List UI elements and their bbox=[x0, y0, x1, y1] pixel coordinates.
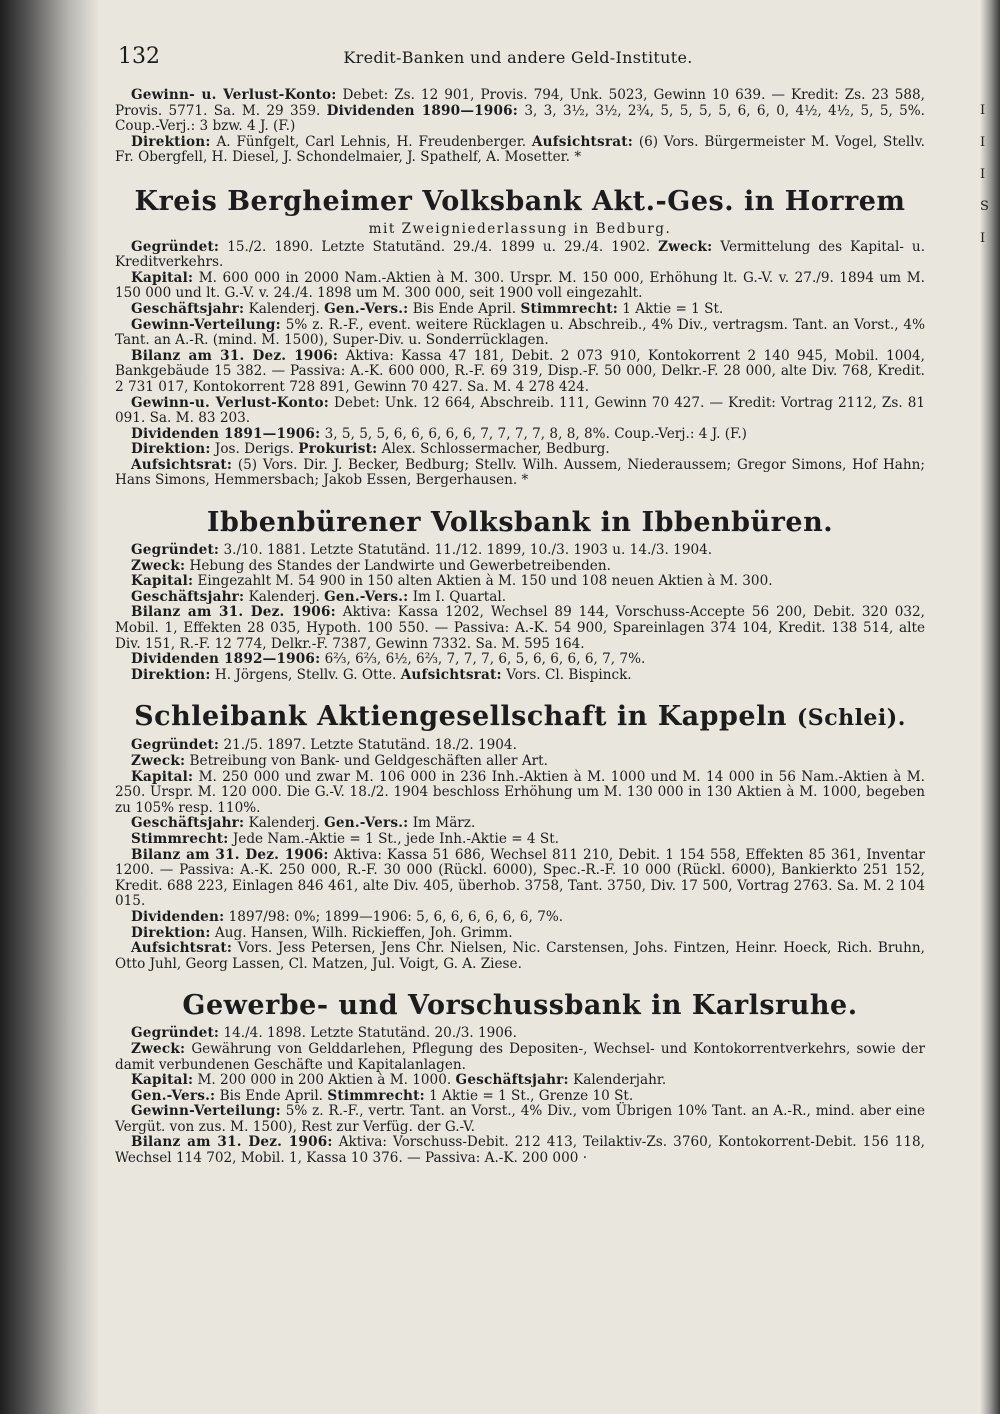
page-header bbox=[118, 42, 918, 74]
management: Direktion: Jos. Derigs. Prokurist: Alex. Schlossermacher, Bedburg. bbox=[131, 441, 610, 458]
profit-distribution: Gewinn-Verteilung: 5% z. R.-F., event. weitere Rücklagen u. Abschreib., 4% Div., vertragsm. Tant. an Vorst., 4% Tant. an A.-R. (mind. M. 1500), Super-Div. u. Sonderrücklagen. bbox=[115, 316, 925, 349]
dividends: Dividenden: 1897/98: 0%; 1899—1906: 5, 6, 6, 6, 6, 6, 6, 7%. bbox=[131, 908, 564, 925]
page-number: 132 bbox=[118, 44, 160, 69]
capital: Kapital: M. 200 000 in 200 Aktien à M. 1000. Geschäftsjahr: Kalenderjahr. bbox=[131, 1072, 667, 1089]
fiscal-year: Geschäftsjahr: Kalenderj. Gen.-Vers.: Bis Ende April. Stimmrecht: 1 Aktie = 1 St. bbox=[131, 300, 724, 317]
capital: Kapital: M. 250 000 und zwar M. 106 000 in 236 Inh.-Aktien à M. 1000 und M. 14 000 in 56 Nam.-Aktien à M. 250. Urspr. M. 120 000. Die G.-V. 18./2. 1904 beschloss Erhöhung um M. 130 000 in 130 Aktien à M. 1000, begeben zu 105% resp. 110%. bbox=[115, 768, 925, 816]
founded: Gegründet: 3./10. 1881. Letzte Statutänd. 11./12. 1899, 10./3. 1903 u. 14./3. 1904. bbox=[131, 542, 713, 559]
page-content bbox=[115, 88, 925, 1167]
entry-schleibank bbox=[115, 701, 925, 972]
entry-subtitle: mit Zweigniederlassung in Bedburg. bbox=[368, 220, 672, 237]
entry-title: Schleibank Aktiengesellschaft in Kappeln (Schlei). bbox=[134, 701, 906, 733]
purpose: Zweck: Betreibung von Bank- und Geldgeschäften aller Art. bbox=[131, 753, 548, 769]
management: Direktion: A. Fünfgelt, Carl Lehnis, H. Freudenberger. Aufsichtsrat: (6) Vors. Bürgermeister M. Vogel, Stellv. Fr. Obergfell, H. Diesel, J. Schondelmaier, J. Spathelf, A. Mosetter. * bbox=[115, 133, 925, 166]
book-spine-shadow bbox=[0, 0, 100, 1414]
entry-continuation bbox=[115, 88, 925, 166]
profit-loss-account: Gewinn-u. Verlust-Konto: Debet: Unk. 12 664, Abschreib. 111, Gewinn 70 427. — Kredit: Vortrag 2112, Zs. 81 091. Sa. M. 83 203. bbox=[115, 394, 925, 427]
entry-gewerbe-vorschussbank-karlsruhe bbox=[115, 990, 925, 1166]
founded: Gegründet: 15./2. 1890. Letzte Statutänd. 29./4. 1899 u. 29./4. 1902. Zweck: Vermittelung des Kapital- u. Kreditverkehrs. bbox=[115, 238, 926, 271]
facing-page-fragment: I I I S I bbox=[980, 103, 989, 246]
management: Direktion: H. Jörgens, Stellv. G. Otte. Aufsichtsrat: Vors. Cl. Bispinck. bbox=[131, 666, 632, 683]
fiscal-year: Geschäftsjahr: Kalenderj. Gen.-Vers.: Im März. bbox=[131, 815, 476, 832]
general-meeting: Gen.-Vers.: Bis Ende April. Stimmrecht: 1 Aktie = 1 St., Grenze 10 St. bbox=[131, 1087, 634, 1104]
entry-title: Ibbenbürener Volksbank in Ibbenbüren. bbox=[206, 507, 834, 539]
entry-ibbenbuerener-volksbank bbox=[115, 507, 925, 683]
capital: Kapital: M. 600 000 in 2000 Nam.-Aktien à M. 300. Urspr. M. 150 000, Erhöhung lt. G.-V. v. 27./9. 1894 um M. 150 000 und lt. G.-V. v. 24./4. 1898 um M. 300 000, seit 1900 voll eingezahlt. bbox=[115, 269, 926, 302]
supervisory-board: Aufsichtsrat: (5) Vors. Dir. J. Becker, Bedburg; Stellv. Wilh. Aussem, Niederaussem; Gregor Simons, Hof Hahn; Hans Simons, Hemmersbach; Jakob Essen, Bergerhausen. * bbox=[115, 456, 925, 489]
entry-title: Kreis Bergheimer Volksbank Akt.-Ges. in Horrem bbox=[134, 185, 906, 217]
management: Direktion: Aug. Hansen, Wilh. Rickieffen, Joh. Grimm. bbox=[131, 924, 513, 941]
fiscal-year: Geschäftsjahr: Kalenderj. Gen.-Vers.: Im I. Quartal. bbox=[131, 588, 507, 605]
profit-loss-account: Gewinn- u. Verlust-Konto: Debet: Zs. 12 901, Provis. 794, Unk. 5023, Gewinn 10 639. — Kredit: Zs. 23 588, Provis. 5771. Sa. M. 29 359. Dividenden 1890—1906: 3, 3, 3½, 3½, 2¾, 5, 5, 5, 5, 6, 6, 0, 4½, 4½, 5, 5, 5%. Coup.-Verj.: 3 bzw. 4 J. (F.) bbox=[115, 87, 926, 135]
balance-sheet: Bilanz am 31. Dez. 1906: Aktiva: Kassa 47 181, Debit. 2 073 910, Kontokorrent 2 140 945, Mobil. 1004, Bankgebäude 15 382. — Passiva: A.-K. 600 000, R.-F. 69 319, Disp.-F. 50 000, Delkr.-F. 28 000, alte Div. 768, Kredit. 2 731 017, Kontokorrent 728 891, Gewinn 70 427. Sa. M. 4 278 424. bbox=[115, 347, 925, 395]
supervisory-board: Aufsichtsrat: Vors. Jess Petersen, Jens Chr. Nielsen, Nic. Carstensen, Johs. Fintzen, Heinr. Hoeck, Rich. Bruhn, Otto Juhl, Georg Lassen, Cl. Matzen, Jul. Voigt, G. A. Ziese. bbox=[115, 940, 925, 972]
end-mark: * bbox=[521, 472, 529, 489]
dividends: Dividenden 1892—1906: 6⅔, 6⅔, 6½, 6⅔, 7, 7, 7, 6, 5, 6, 6, 6, 6, 7, 7%. bbox=[131, 651, 646, 668]
entry-kreis-bergheimer-volksbank bbox=[115, 186, 925, 489]
founded: Gegründet: 14./4. 1898. Letzte Statutänd. 20./3. 1906. bbox=[131, 1025, 517, 1042]
running-title: Kredit-Banken und andere Geld-Institute. bbox=[343, 48, 693, 67]
purpose: Zweck: Hebung des Standes der Landwirte und Gewerbetreibenden. bbox=[131, 557, 611, 574]
dividends: Dividenden 1891—1906: 3, 5, 5, 5, 6, 6, 6, 6, 6, 7, 7, 7, 7, 8, 8, 8%. Coup.-Verj.: 4 J. (F.) bbox=[131, 425, 747, 442]
balance-sheet: Bilanz am 31. Dez. 1906: Aktiva: Kassa 51 686, Wechsel 811 210, Debit. 1 154 558, Effekten 85 361, Inventar 1200. — Passiva: A.-K. 250 000, R.-F. 30 000 (Rückl. 6000), Spec.-R.-F. 10 000 (Rückl. 6000), Bankierkto 251 152, Kredit. 688 223, Einlagen 846 461, alte Div. 405, überhob. 3758, Tant. 3750, Div. 17 500, Vortrag 2763. Sa. M. 2 104 015. bbox=[115, 846, 925, 910]
purpose: Zweck: Gewährung von Gelddarlehen, Pflegung des Depositen-, Wechsel- und Kontokorrentverkehrs, sowie der damit verbundenen Geschäfte und Kapitalanlagen. bbox=[115, 1040, 925, 1073]
founded: Gegründet: 21./5. 1897. Letzte Statutänd. 18./2. 1904. bbox=[131, 737, 517, 754]
entry-title: Gewerbe- und Vorschussbank in Karlsruhe. bbox=[182, 990, 858, 1022]
profit-distribution: Gewinn-Verteilung: 5% z. R.-F., vertr. Tant. an Vorst., 4% Div., vom Übrigen 10% Tant. an A.-R., mind. aber eine Vergüt. von zus. M. 1500), Rest zur Verfüg. der G.-V. bbox=[115, 1103, 925, 1135]
balance-sheet: Bilanz am 31. Dez. 1906: Aktiva: Kassa 1202, Wechsel 89 144, Vorschuss-Accepte 56 200, Debit. 320 032, Mobil. 1, Effekten 28 035, Hypoth. 100 550. — Passiva: A.-K. 54 900, Spareinlagen 374 104, Kredit. 138 514, alte Div. 151, R.-F. 12 774, Delkr.-F. 7387, Gewinn 7332. Sa. M. 595 164. bbox=[115, 604, 926, 652]
capital: Kapital: Eingezahlt M. 54 900 in 150 alten Aktien à M. 150 und 108 neuen Aktien à M. 300. bbox=[131, 573, 773, 590]
end-mark: * bbox=[574, 149, 582, 166]
balance-sheet: Bilanz am 31. Dez. 1906: Aktiva: Vorschuss-Debit. 212 413, Teilaktiv-Zs. 3760, Kontokorrent-Debit. 156 118, Wechsel 114 702, Mobil. 1, Kassa 10 376. — Passiva: A.-K. 200 000 · bbox=[115, 1134, 925, 1167]
voting-rights: Stimmrecht: Jede Nam.-Aktie = 1 St., jede Inh.-Aktie = 4 St. bbox=[131, 830, 559, 847]
